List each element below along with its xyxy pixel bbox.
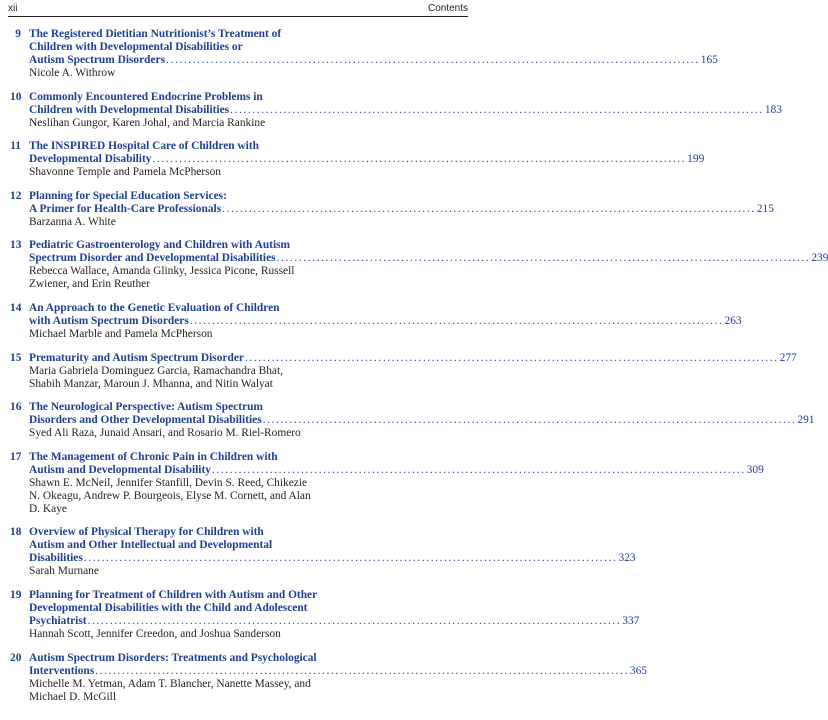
chapter-number: 12 (10, 189, 22, 202)
chapter-number: 10 (10, 90, 22, 103)
page-link[interactable]: 215 (756, 202, 774, 215)
chapter-title-line[interactable]: The Registered Dietitian Nutritionist’s Treatment of (29, 28, 282, 40)
chapter-number: 15 (10, 351, 22, 364)
chapter-title-text[interactable]: Spectrum Disorder and Developmental Disabilities (29, 252, 276, 265)
running-head-section: Contents (427, 3, 468, 14)
chapter-authors: D. Kaye (29, 502, 67, 515)
chapter-number: 18 (10, 526, 22, 539)
chapter-title-last-line[interactable] (29, 153, 705, 166)
toc-entry[interactable] (10, 588, 640, 641)
chapter-title-line[interactable]: Pediatric Gastroenterology and Children with Autism (29, 239, 291, 252)
chapter-title-line[interactable]: An Approach to the Genetic Evaluation of Children (29, 301, 280, 314)
toc-entry[interactable] (10, 651, 647, 704)
dot-leader: ........................................................................................................................ (262, 414, 797, 427)
toc-entry[interactable] (10, 140, 705, 179)
chapter-authors: Neslihan Gungor, Karen Johal, and Marcia Rankine (29, 116, 266, 129)
chapter-authors: Hannah Scott, Jennifer Creedon, and Joshua Sanderson (29, 627, 281, 640)
chapter-number: 20 (10, 651, 22, 664)
page-link[interactable]: 263 (724, 314, 742, 327)
chapter-authors: Nicole A. Withrow (29, 67, 116, 79)
toc-entry[interactable] (10, 189, 774, 229)
page-link[interactable]: 183 (764, 103, 782, 116)
dot-leader: ........................................................................................................................ (166, 54, 700, 66)
chapter-authors: Syed Ali Raza, Junaid Ansari, and Rosario M. Riel-Romero (29, 427, 301, 440)
toc-entry[interactable] (10, 28, 718, 80)
page-link[interactable]: 199 (687, 153, 705, 166)
chapter-title-last-line[interactable] (29, 664, 647, 678)
chapter-authors: Rebecca Wallace, Amanda Glinky, Jessica Picone, Russell (29, 265, 295, 278)
page-link[interactable]: 337 (622, 614, 640, 627)
chapter-title-text[interactable]: Disabilities (29, 552, 83, 565)
chapter-title-line[interactable]: The Management of Chronic Pain in Children with (29, 450, 278, 463)
chapter-title-last-line[interactable] (29, 54, 718, 67)
chapter-authors: Maria Gabriela Dominguez Garcia, Ramachandra Bhat, (29, 364, 283, 377)
page-link[interactable]: 309 (746, 463, 764, 476)
toc-entry[interactable] (10, 301, 742, 341)
chapter-title-line[interactable]: The Neurological Perspective: Autism Spectrum (29, 401, 263, 414)
chapter-title-text[interactable]: Prematurity and Autism Spectrum Disorder (29, 351, 244, 364)
chapter-title-last-line[interactable] (29, 314, 742, 328)
chapter-title-text[interactable]: Disorders and Other Developmental Disabilities (29, 414, 262, 427)
toc-entry[interactable] (10, 90, 782, 130)
chapter-title-line[interactable]: Developmental Disabilities with the Child and Adolescent (29, 601, 308, 614)
dot-leader: ........................................................................................................................ (222, 202, 756, 215)
chapter-number: 14 (10, 301, 22, 314)
chapter-number: 19 (10, 588, 22, 601)
chapter-title-last-line[interactable] (29, 252, 828, 265)
chapter-number: 17 (10, 450, 22, 463)
dot-leader: ........................................................................................................................ (87, 614, 622, 627)
chapter-authors: Sarah Murnane (29, 565, 99, 578)
chapter-title-line[interactable]: Planning for Treatment of Children with Autism and Other (29, 588, 318, 601)
dot-leader: ........................................................................................................................ (276, 252, 811, 265)
running-head (8, 2, 468, 17)
dot-leader: ........................................................................................................................ (95, 664, 629, 677)
chapter-title-last-line[interactable] (29, 414, 815, 427)
page-link[interactable]: 239 (811, 252, 828, 265)
chapter-title-text[interactable]: Psychiatrist (29, 614, 87, 627)
chapter-title-text[interactable]: Autism Spectrum Disorders (29, 54, 166, 66)
chapter-number: 16 (10, 401, 22, 414)
chapter-title-last-line[interactable] (29, 103, 782, 117)
chapter-title-last-line[interactable] (29, 463, 764, 477)
chapter-title-text[interactable]: Interventions (29, 664, 95, 677)
chapter-number: 11 (10, 140, 21, 153)
chapter-title-last-line[interactable] (29, 202, 774, 216)
chapter-authors: Shawn E. McNeil, Jennifer Stanfill, Devin S. Reed, Chikezie (29, 476, 308, 489)
chapter-authors: Michael D. McGill (29, 690, 116, 703)
chapter-title-text[interactable]: A Primer for Health-Care Professionals (29, 202, 222, 215)
page-link[interactable]: 291 (797, 414, 815, 427)
dot-leader: ........................................................................................................................ (152, 153, 687, 166)
chapter-authors: Zwiener, and Erin Reuther (29, 278, 150, 291)
dot-leader: ........................................................................................................................ (83, 552, 618, 565)
chapter-title-text[interactable]: Autism and Developmental Disability (29, 463, 211, 476)
chapter-title-line[interactable]: Children with Developmental Disabilities or (29, 41, 243, 53)
page-number: xii (8, 3, 18, 14)
chapter-authors: N. Okeagu, Andrew P. Bourgeois, Elyse M. Cornett, and Alan (29, 489, 311, 502)
chapter-number: 9 (15, 28, 21, 40)
chapter-title-line[interactable]: Autism and Other Intellectual and Developmental (29, 539, 273, 552)
chapter-authors: Barzanna A. White (29, 215, 116, 228)
toc-entry[interactable] (10, 239, 828, 291)
chapter-title-text[interactable]: Developmental Disability (29, 153, 152, 166)
chapter-title-line[interactable]: The INSPIRED Hospital Care of Children with (29, 140, 259, 153)
page-link[interactable]: 323 (618, 552, 636, 565)
chapter-title-line[interactable]: Autism Spectrum Disorders: Treatments and Psychological (29, 651, 317, 664)
dot-leader: ........................................................................................................................ (244, 351, 779, 364)
dot-leader: ........................................................................................................................ (211, 463, 746, 476)
toc-entry[interactable] (10, 450, 764, 516)
page-link[interactable]: 165 (700, 54, 718, 66)
chapter-authors: Shabih Manzar, Maroun J. Mhanna, and Nitin Walyat (29, 377, 273, 390)
chapter-authors: Shavonne Temple and Pamela McPherson (29, 166, 221, 179)
chapter-authors: Michelle M. Yetman, Adam T. Blancher, Nanette Massey, and (29, 677, 311, 690)
toc-entry[interactable] (10, 401, 815, 440)
chapter-title-last-line[interactable] (29, 552, 636, 565)
chapter-authors: Michael Marble and Pamela McPherson (29, 327, 213, 340)
chapter-title-last-line[interactable] (29, 614, 640, 628)
table-of-contents (10, 28, 828, 714)
dot-leader: ........................................................................................................................ (189, 314, 724, 327)
chapter-title-last-line[interactable] (29, 351, 797, 365)
chapter-title-line[interactable]: Overview of Physical Therapy for Children with (29, 526, 264, 539)
chapter-title-text[interactable]: Children with Developmental Disabilities (29, 103, 230, 116)
chapter-title-text[interactable]: with Autism Spectrum Disorders (29, 314, 189, 327)
chapter-title-line[interactable]: Commonly Encountered Endocrine Problems in (29, 90, 263, 103)
toc-entry[interactable] (10, 526, 636, 578)
toc-entry[interactable] (10, 351, 797, 391)
page-link[interactable]: 277 (779, 351, 797, 364)
chapter-number: 13 (10, 239, 22, 252)
dot-leader: ........................................................................................................................ (230, 103, 764, 116)
page-link[interactable]: 365 (629, 664, 647, 677)
chapter-title-line[interactable]: Planning for Special Education Services: (29, 189, 227, 202)
